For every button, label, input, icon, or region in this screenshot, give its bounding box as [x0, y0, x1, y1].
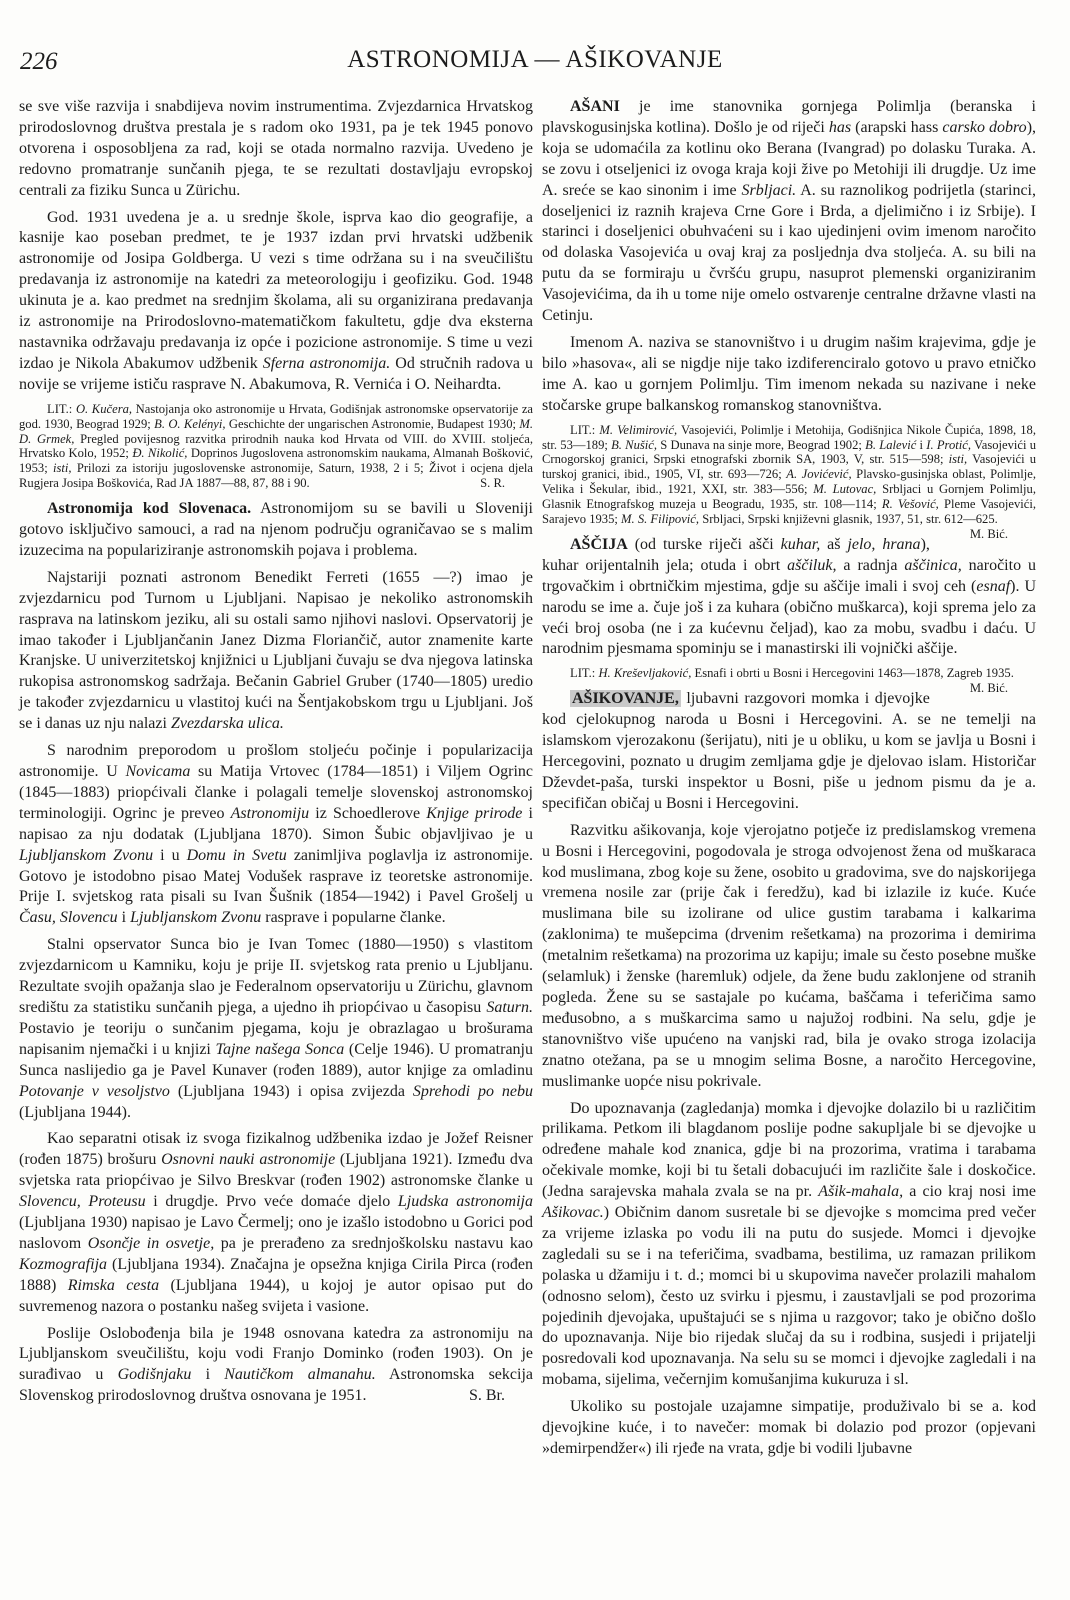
- italic-text: Saturn.: [486, 998, 533, 1016]
- text-run: (arapski hass: [851, 118, 943, 136]
- italic-text: Srbljaci.: [741, 181, 797, 199]
- paragraph: [19, 97, 533, 202]
- italic-text: Rimska cesta: [67, 1276, 160, 1294]
- text-run: Nastojanja oko astronomije u Hrvata, Godišnjak astronomske opservatorije za god. 1930, Beograd 1929;: [19, 401, 533, 431]
- text-run: Geschichte der ungarischen Astronomie, Budapest 1930;: [225, 416, 520, 431]
- italic-text: Ljubljanskom Zvonu: [19, 846, 154, 864]
- paragraph: [19, 208, 533, 396]
- text-run: Vasojevići, Polimlje i Metohija, Godišnjica Nikole Čupića, 1898, 18, str. 53—189;: [542, 422, 1036, 452]
- italic-text: Đ. Nikolić,: [132, 446, 188, 461]
- text-run: a cio kraj nosi ime: [903, 1183, 1036, 1201]
- left-column: [19, 97, 533, 1413]
- text-run: LIT.:: [47, 401, 76, 416]
- text-run: aš: [820, 535, 848, 553]
- italic-text: has: [828, 118, 852, 136]
- text-run: i u: [153, 846, 187, 864]
- italic-text: kuhar,: [780, 535, 821, 553]
- text-run: Vasojevići u Crnogorskoj granici, Srpski etnografski zbornik SA, 1903, V, str. 515—598;: [542, 437, 1037, 467]
- text-run: iz Schoedlerove: [309, 804, 427, 822]
- literature-note: [19, 402, 533, 491]
- text-run: LIT.:: [570, 422, 600, 437]
- italic-text: Knjige prirode: [426, 804, 523, 822]
- italic-text: esnaf: [976, 577, 1011, 595]
- text-run: ), kuhar orijentalnih jela; otuda i obrt: [542, 535, 930, 574]
- italic-text: Osnovni nauki astronomije: [161, 1151, 336, 1169]
- italic-text: O. Kučera,: [75, 401, 133, 416]
- text-run: ). U narodu se ime a. čuje još i za kuhara (obično muškarca), koji sprema jelo za veći broj osoba (ne i za kućevnu čeljad), kao za mobu, svadbu i daću. U narodnim pjesmama spominju se i manastirski ili vojnički aščije.: [542, 577, 1036, 658]
- text-run: (Ljubljana 1934). Značajna je opsežna knjiga Cirila Pirca (rođen 1888): [19, 1255, 533, 1294]
- italic-text: Novicama: [125, 763, 191, 780]
- italic-text: Godišnjaku: [117, 1366, 192, 1384]
- italic-text: H. Kreševljaković,: [598, 666, 692, 681]
- page-number: 226: [20, 48, 58, 75]
- text-run: Esnafi i obrti u Bosni i Hercegovini 1463—1878, Zagreb 1935.: [691, 666, 1014, 681]
- text-run: Prilozi za istoriju jugoslovenske astronomije, Saturn, 1938, 2 i 5; Život i ocjena djela Rugjera Josipa Boškovića, Rad JA 1887—88, 87, 88 i 90.: [19, 461, 533, 491]
- text-run: (Ljubljana 1930) napisao je Lavo Čermelj; ono je izašlo istodobno u Gorici pod naslovom: [19, 1214, 533, 1252]
- entry-headword: AŠANI: [570, 98, 620, 115]
- italic-text: Ljudska astronomija: [397, 1193, 533, 1211]
- italic-text: M. Lutovac,: [813, 482, 877, 497]
- italic-text: Tajne našega Sonca: [215, 1040, 345, 1058]
- italic-text: aščiluk,: [787, 556, 837, 574]
- running-head: ASTRONOMIJA — AŠIKOVANJE: [347, 46, 723, 73]
- italic-text: B. Nušić,: [611, 437, 658, 452]
- text-run: Do upoznavanja (zagledanja) momka i djevojke dolazilo bi u različitim prilikama. Petkom ili blagdanom poslije podne sakupljale bi se djevojke u određene mahale kod znanica, gdje bi na prozorima, vratima i tarabama očekivale momke, koji bi tu šetali dobacujući im različite šale i doskočice. (Jedna sarajevska mahala zvala se na pr.: [542, 1099, 1036, 1201]
- text-run: LIT.:: [570, 666, 599, 681]
- italic-text: Kozmografija: [19, 1255, 108, 1273]
- text-run: Postavio je teoriju o sunčanim pjegama, koju je obrazlagao u brošurama napisanim njemački i u knjizi: [19, 1019, 533, 1058]
- text-run: S narodnim preporodom u prošlom stoljeću počinje i popularizacija astronomije. U: [19, 742, 533, 780]
- italic-text: Zvezdarska ulica.: [170, 715, 284, 733]
- paragraph: [19, 568, 533, 735]
- text-run: a radnja: [836, 556, 905, 574]
- entry-headword: AŠIKOVANJE,: [572, 690, 679, 708]
- paragraph: [542, 1099, 1036, 1392]
- italic-text: I. Protić,: [926, 437, 972, 452]
- italic-text: Sprehodi po nebu: [412, 1082, 534, 1100]
- italic-text: aščinica,: [904, 556, 962, 574]
- text-run: ljubavni razgovori momka i djevojke kod cjelokupnog naroda u Bosni i Hercegovini. A. se ne temelji na islamskom vjerozakonu (šerijatu), niti je u obliku, u kom se javlja u Bosni i Hercegovini, poznato u drugim zemljama gdje je djelovao islam. Historičar Dževdet-paša, turski inspektor u Bosni, piše u jednom pismu da je a. specifičan običaj u Bosni i Hercegovini.: [542, 690, 1036, 812]
- text-run: Pregled povijesnog razvitka prirodnih nauka kod Hrvata od VIII. do XVIII. stoljeća, Hrvatsko Kolo, 1952;: [19, 431, 533, 461]
- text-run: (Ljubljana 1921). Između dva svjetska rata priopćivao je Silvo Breskvar (rođen 1902) astronomske članke u: [19, 1151, 534, 1190]
- text-run: Najstariji poznati astronom Benedikt Ferreti (1655 —?) imao je zvjezdarnicu pod Turnom u Ljubljani. Napisao je nekoliko astronomskih rasprava na latinskom jeziku, ali su ostali samo njihovi naslovi. Opservatorij je imao također i Ljubljančanin Janez Dizma Floriančič, autor znamenite karte Kranjske. U univerzitetskoj knjižnici u Ljubljani čuvaju se dva njegova latinska rukopisa astronomskog sadržaja. Bečanin Gabriel Gruber (1740—1805) uredio je također zvjezdarnicu u vlastitoj kući na Šentjakobskom trgu u Ljubljani. Još se i danas uz nju nalazi: [19, 568, 533, 733]
- italic-text: Nautičkom almanahu.: [224, 1366, 376, 1384]
- literature-note: [542, 422, 1037, 541]
- italic-text: M. D. Grmek,: [19, 416, 533, 446]
- page-header: [0, 44, 1070, 80]
- author-signature: S. R.: [480, 476, 505, 491]
- paragraph: [19, 935, 533, 1123]
- text-run: (Celje 1946). U promatranju Sunca naslijedio ga je Pavel Kunaver (rođen 1889), autor knjige za omladinu: [19, 1040, 533, 1079]
- text-run: Razvitku ašikovanja, koje vjerojatno potječe iz predislamskog vremena u Bosni i Hercegovini, pogodovala je stroga odvojenost žena od muškaraca kod muslimana, zbog koje su žene, osobito u gradovima, sve do najskorijega vremena nosile zar (prije čak i feredžu), kad bi izlazile iz kuće. Kuće muslimana bile su izolirane od ulice gustim tarabama i kalkarima (zaklonima) te mušepcima (drvenim rešetkama) na prozorima i demirima (metalnim rešetkama) na prozorima uz kapiju; imale su često posebne muške (selamluk) i ženske (haremluk) odjele, da žene budu zaklonjene od stranih pogleda. Žene su se sastajale po kućama, baščama i teferičima samo međusobno, a s muškarcima samo u najužoj rodbini. Na selu, gdje je stanovništvo više upućeno na vanjski rad, bila je ovako stroga izolacija znatno otežana, pa se u mnogim selima Bosne, a naročito Hercegovine, muslimanke uopće nisu pokrivale.: [542, 821, 1036, 1090]
- text-run: zanimljiva poglavlja iz astronomije. Gotovo je istodobno pisao Matej Vodušek rasprave iz teoretske astronomije. Prije I. svjetskog rata pisali su Ivan Šušnik (1854—1942) i Pavel Grošelj u: [19, 846, 533, 906]
- italic-text: Ljubljanskom Zvonu: [130, 909, 262, 927]
- text-run: i drugdje. Prvo veće domaće djelo: [145, 1193, 398, 1211]
- text-run: Pleme Vasojevići, Sarajevo 1935;: [542, 497, 1036, 527]
- author-signature: S. Br.: [468, 1387, 505, 1405]
- text-run: A. su raznolikog podrijetla (starinci, doseljenici iz raznih krajeva Crne Gore i Brda, a djelimično i iz Srbije). I starinci i doseljenici obuhvaćeni su i kao ujedinjeni ovim imenom naročito od dolaska Vasojevića u ovaj kraj za posljednja dva stoljeća. A. su bili na putu da se formiraju u čvršću grupu, nasuprot plemenski organiziranim Vasojevićima, da ih u tome nije omelo ostvarenje centralne državne vlasti na Cetinju.: [542, 181, 1037, 325]
- text-run: se sve više razvija i snabdijeva novim instrumentima. Zvjezdarnica Hrvatskog prirodoslovnog društva prestala je s radom oko 1931, pa je tek 1945 ponovo otvorena i osposobljena za rad, koji se otada normalno razvija. Uvedeno je redovno promatranje sunčanih pjega, te se rezultati dostavljaju evropskoj centrali za fiziku Sunca u Zürichu.: [19, 98, 533, 199]
- italic-text: Slovencu, Proteusu: [19, 1193, 146, 1211]
- author-signature: M. Bić.: [969, 526, 1008, 541]
- italic-text: Astronomiju: [230, 804, 310, 822]
- paragraph: [542, 535, 1036, 660]
- text-run: naročito u trgovačkim i obrtničkim mjestima, gdje su aščije imali i svoj ceh (: [542, 556, 1037, 595]
- text-run: Ukoliko su postojale uzajamne simpatije, produživalo bi se a. kod djevojkine kuće, i to navečer: momak bi dolazio pod prozor (opjevani »demirpendžer«) ili rjeđe na vrata, gdje bi vodili ljubavne: [542, 1398, 1036, 1457]
- text-run: Plavsko-gusinjska oblast, Polimlje, Velika i Šekular, ibid., 1921, XXI, str. 383—556;: [542, 467, 1036, 497]
- text-run: (od turske riječi ašči: [627, 535, 781, 553]
- text-run: (Ljubljana 1944), u kojoj je autor opisao put do suvremenog nazora o postanku našeg svijeta i vasione.: [19, 1276, 534, 1315]
- italic-text: Času, Slovencu: [19, 909, 118, 927]
- paragraph: [19, 499, 533, 562]
- text-run: Doprinos Jugoslovena astronomskim naukama, Almanah Bošković, 1953;: [19, 446, 533, 476]
- paragraph: [19, 1324, 533, 1408]
- italic-text: Ašikovac.: [542, 1204, 604, 1222]
- italic-text: B. Lalević: [865, 437, 917, 452]
- text-run: Astronomska sekcija Slovenskog prirodoslovnog društva osnovana je 1951.: [19, 1366, 533, 1405]
- text-run: Imenom A. naziva se stanovništvo i u drugim našim krajevima, gdje je bilo »hasova«, ali se nigdje nije tako izdiferenciralo gotovo u pravo etničko ime A. kao u gornjem Polimlju. Tim imenom nekada su nazivane i neke stočarske grupe balkanskog romanskog stanovništva.: [542, 333, 1036, 414]
- italic-text: Sferna astronomija.: [262, 354, 391, 372]
- literature-note: [542, 666, 1036, 696]
- text-run: ) Običnim danom susretale bi se djevojke s momcima pred večer za vrijeme izlaska po vodu ili na putu do susjede. Momci i djevojke zagledali su se i na teferičima, svadbama, bestilima, uz ramazan prilikom polaska u džamiju i t. d.; momci bi u skupovima navečer prolazili mahalom (odnosno selom), često uz svirku i pjesmu, i zaustavljali se pod prozorima pojedinih djevojaka, upuštajući se s njima u razgovor; tako je obično došlo do upoznavanja. Nije bio rijedak slučaj da su i rodbina, susjedi i prijatelji posredovali kod upoznavanja. Na selu su se momci i djevojke zagledali i na mobama, sijelima, večernjim komušanjima kukuruza i sl.: [542, 1204, 1036, 1389]
- text-run: Kao separatni otisak iz svoga fizikalnog udžbenika izdao je Jožef Reisner (rođen 1875) brošuru: [19, 1130, 533, 1169]
- italic-text: isti,: [53, 461, 72, 476]
- text-run: i: [191, 1366, 225, 1384]
- text-run: Astronomijom su se bavili u Sloveniji gotovo isključivo samouci, a rad na njenom području ograničavao se s malim izuzecima na populariziranje astronomskih pojava i problema.: [19, 500, 533, 559]
- text-run: Srbljaci u Gornjem Polimlju, Glasnik Etnografskog muzeja u Beogradu, 1935, str. 108—114;: [542, 482, 1037, 512]
- text-run: i: [117, 909, 131, 927]
- text-run: pa je prerađeno za srednjoškolsku nastavu kao: [214, 1234, 534, 1252]
- text-run: i: [916, 437, 927, 452]
- text-run: (Ljubljana 1943) i opisa zvijezda: [169, 1082, 413, 1100]
- text-run: Poslije Oslobođenja bila je 1948 osnovana katedra za astronomiju na Ljubljanskom sveučilištu, koju vodi Franjo Dominko (rođen 1903). On je surađivao u: [19, 1324, 533, 1384]
- italic-text: B. O. Kelényi,: [154, 416, 226, 431]
- right-column: [542, 97, 1036, 1466]
- text-run: God. 1931 uvedena je a. u srednje škole, isprva kao dio geografije, a kasnije kao poseban predmet, te je 1937 izdan prvi hrvatski udžbenik astronomije od Josipa Goldberga. U vezi s time održana su i na sveučilištu predavanja iz astronomije na katedri za meteorologiju i geofiziku. God. 1948 ukinuta je a. kao predmet na srednjim školama, ali su organizirana predavanja iz astronomije na Prirodoslovno-matematičkom fakultetu, gdje dva eksterna nastavnika održavaju predavanja iz opće i pozicione astronomije. S time u vezi izdao je Nikola Abakumov udžbenik: [19, 208, 533, 372]
- italic-text: M. Velimirović,: [599, 422, 678, 437]
- text-run: Vasojevići u turskoj granici, ibid., 1905, VI, str. 693—726;: [542, 452, 1037, 482]
- paragraph: [19, 1129, 533, 1317]
- italic-text: R. Vešović,: [881, 497, 939, 512]
- paragraph: [19, 741, 533, 929]
- italic-text: Potovanje v vesoljstvo: [19, 1082, 170, 1100]
- italic-text: A. Jovićević,: [786, 467, 852, 482]
- text-run: je ime stanovnika gornjega Polimlja (beranska i plavskogusinjska kotlina). Došlo je od riječi: [542, 98, 1036, 136]
- text-run: su Matija Vrtovec (1784—1851) i Viljem Ogrinc (1845—1883) priopćivali članke i polagali temelje slovenskoj astronomskoj terminologiji. Ogrinc je preveo: [19, 763, 533, 822]
- italic-text: Ašik-mahala,: [818, 1183, 904, 1201]
- text-run: Srbljaci, Srpski književni glasnik, 1937, 51, str. 612—625.: [699, 512, 998, 527]
- italic-text: carsko dobro: [942, 118, 1027, 136]
- paragraph: [542, 821, 1036, 1093]
- italic-text: M. S. Filipović,: [621, 512, 700, 527]
- text-run: i napisao za nju dodatak (Ljubljana 1870). Simon Šubic objavljivao je u: [19, 804, 534, 843]
- text-run: S Dunava na sinje more, Beograd 1902;: [657, 437, 866, 452]
- paragraph: [542, 1397, 1036, 1460]
- italic-text: jelo, hrana: [847, 535, 921, 553]
- entry-headword: AŠČIJA: [570, 535, 628, 553]
- paragraph: [542, 97, 1036, 327]
- paragraph: [542, 689, 1036, 814]
- author-signature: M. Bić.: [969, 681, 1008, 696]
- paragraph: [542, 333, 1036, 417]
- text-run: ), koja se udomaćila za kotlinu oko Berana (Ivangrad) po dolasku Turaka. A. se zovu i otseljenici iz ovoga kraja koji žive po Metohiji ili drugdje. Uz ime A. sreće se kao sinonim i ime: [542, 118, 1037, 199]
- entry-headword: Astronomija kod Slovenaca.: [47, 500, 252, 518]
- italic-text: Domu in Svetu: [186, 846, 287, 864]
- text-run: rasprave i popularne članke.: [261, 909, 446, 927]
- text-run: Stalni opservator Sunca bio je Ivan Tomec (1880—1950) s vlastitom zvjezdarnicom u Kamniku, koju je prije II. svjetskog rata prenio u Ljubljanu. Rezultate svojih opažanja slao je Federalnom opservatoriju u Zürichu, glavnom središtu za statistiku sunčanih pjega, a ujedno ih priopćivao u časopisu: [19, 936, 533, 1016]
- italic-text: isti,: [948, 452, 968, 467]
- italic-text: Osončje in osvetje,: [87, 1234, 215, 1252]
- text-run: (Ljubljana 1944).: [19, 1103, 131, 1121]
- text-run: Od stručnih radova u novije se vrijeme ističu rasprave N. Abakumova, R. Vernića i O. Neihardta.: [19, 354, 533, 393]
